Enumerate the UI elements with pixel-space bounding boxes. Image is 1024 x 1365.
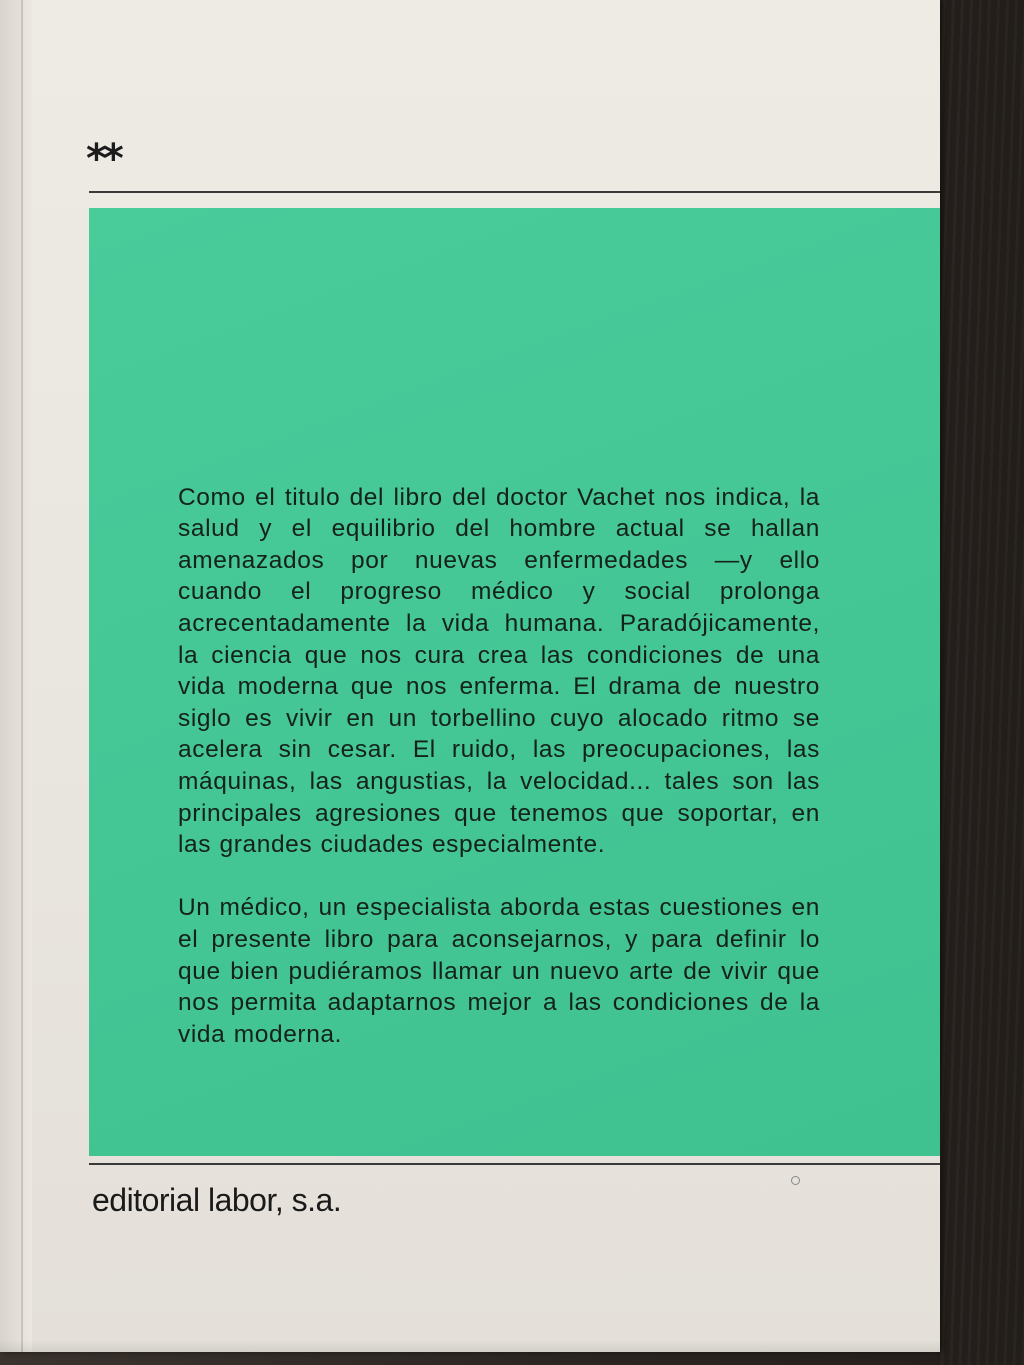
bottom-rule-line — [89, 1163, 940, 1165]
spine-edge — [0, 0, 32, 1352]
top-rule-line — [89, 191, 940, 193]
blurb-paragraph-2: Un médico, un especialista aborda estas cuestiones en el presente libro para aconsejarnos, y para definir lo que bien pudiéramos llamar un nuevo arte de vivir que nos permita adaptarnos mejor a las condiciones de la vida moderna. — [178, 894, 820, 1048]
blurb-paragraph-1: Como el titulo del libro del doctor Vachet nos indica, la salud y el equilibrio del hombre actual se hallan amenazados por nuevas enfermedades —y ello cuando el progreso médico y social prolonga acrecentadamente la vida humana. Paradójicamente, la ciencia que nos cura crea las condiciones de una vida moderna que nos enferma. El drama de nuestro siglo es vivir en un torbellino cuyo alocado ritmo se acelera sin cesar. El ruido, las preocupaciones, las máquinas, las angustias, la velocidad... tales son las principales agresiones que tenemos que soportar, en las grandes ciudades especialmente. — [178, 483, 820, 859]
cover-bottom-edge — [0, 1340, 940, 1352]
spine-fold-line — [21, 0, 23, 1352]
volume-stars: ** — [86, 136, 120, 182]
print-mark — [791, 1176, 800, 1185]
cover-blurb — [178, 450, 820, 1082]
wooden-table-background — [934, 0, 1024, 1365]
publisher-name: editorial labor, s.a. — [92, 1182, 342, 1218]
